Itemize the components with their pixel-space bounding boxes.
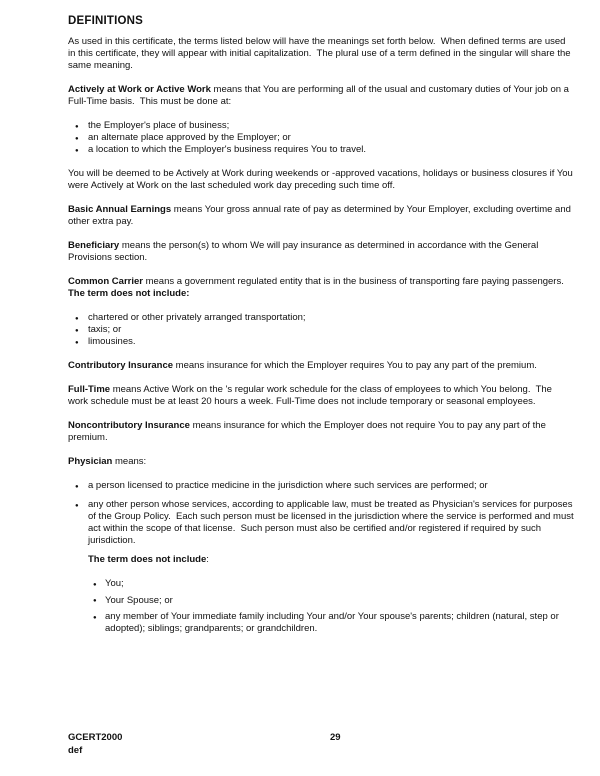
- bullet-item: ● chartered or other privately arranged transportation;: [68, 312, 574, 324]
- subheading-tail: :: [206, 554, 209, 565]
- page-number: 29: [330, 732, 341, 743]
- bullet-item: ● a location to which the Employer's business requires You to travel.: [68, 144, 574, 156]
- page-title: DEFINITIONS: [68, 15, 144, 27]
- definition-text: means insurance for which the Employer does not require You to pay any part of the premium.: [68, 420, 549, 443]
- definition-text: As used in this certificate, the terms listed below will have the meanings set forth below. When defined terms are used in this certificate, they will appear with initial capitalization. The plural use of a term defined in the singular will share the same meaning.: [68, 36, 574, 71]
- definition-text: means insurance for which the Employer requires You to pay any part of the premium.: [173, 360, 537, 371]
- definition-text: means the person(s) to whom We will pay insurance as determined in accordance with the General Provisions section.: [68, 240, 541, 263]
- bold-phrase: The term does not include: [88, 554, 207, 565]
- definition-text: means Your gross annual rate of pay as determined by Your Employer, excluding overtime and other extra pay.: [68, 204, 574, 227]
- form-section: def: [68, 745, 83, 756]
- bullet-item: ● an alternate place approved by the Employer; or: [68, 132, 574, 144]
- defined-term: Full-Time: [68, 384, 111, 395]
- bold-subheading: [88, 554, 574, 566]
- definition-text: means Active Work on the 's regular work schedule for the class of employees to which You belong. The work schedule must be at least 20 hours a week. Full-Time does not include temporary or seasonal employees.: [68, 384, 555, 407]
- bullet-item: ● You;: [88, 578, 574, 590]
- defined-term: Common Carrier: [68, 276, 143, 287]
- bullet-list: [68, 120, 574, 156]
- definition-paragraph: [68, 456, 574, 468]
- bullet-item: ● the Employer's place of business;: [68, 120, 574, 132]
- definition-paragraph: [68, 360, 574, 372]
- defined-term: Beneficiary: [68, 240, 120, 251]
- document-body: [68, 36, 577, 635]
- bullet-item: ● any other person whose services, according to applicable law, must be treated as Physician's services for purposes of the Group Policy. Each such person must be licensed in the jurisdiction where the service is performed and must act within the scope of that license. Such person must also be certified and/or registered if required by such jurisdiction.: [68, 499, 574, 547]
- definition-text: means a government regulated entity that is in the business of transporting fare paying passengers.: [142, 276, 567, 287]
- form-number: GCERT2000: [68, 732, 123, 743]
- definition-paragraph: [68, 84, 574, 108]
- bullet-item: ● any member of Your immediate family including Your and/or Your spouse's parents; children (natural, step or adopted); siblings; grandparents; or grandchildren.: [88, 611, 574, 635]
- bullet-item: ● a person licensed to practice medicine in the jurisdiction where such services are performed; or: [68, 480, 574, 492]
- defined-term: Basic Annual Earnings: [68, 204, 172, 215]
- paragraph: [68, 168, 574, 192]
- bold-phrase: The term does not include:: [68, 288, 190, 299]
- page-footer: [68, 731, 574, 757]
- bullet-list: [68, 312, 574, 348]
- defined-term: Actively at Work or Active Work: [68, 84, 211, 95]
- definition-paragraph: [68, 204, 574, 228]
- definition-paragraph: [68, 276, 574, 300]
- paragraph: [68, 36, 574, 72]
- bullet-item: ● taxis; or: [68, 324, 574, 336]
- definition-paragraph: [68, 420, 574, 444]
- defined-term: Noncontributory Insurance: [68, 420, 190, 431]
- bullet-list: [88, 578, 574, 635]
- definition-paragraph: [68, 240, 574, 264]
- defined-term: Physician: [68, 456, 113, 467]
- definition-text: You will be deemed to be Actively at Work during weekends or -approved vacations, holidays or business closures if You were Actively at Work on the last scheduled work day preceding such time off.: [68, 168, 576, 191]
- definition-paragraph: [68, 384, 574, 408]
- definition-text: means:: [112, 456, 147, 467]
- bullet-item: ● Your Spouse; or: [88, 595, 574, 607]
- definition-text: means that You are performing all of the usual and customary duties of Your job on a Full-Time basis. This must be done at:: [68, 84, 572, 107]
- bullet-item: ● limousines.: [68, 336, 574, 348]
- defined-term: Contributory Insurance: [68, 360, 174, 371]
- bullet-list: [68, 480, 577, 547]
